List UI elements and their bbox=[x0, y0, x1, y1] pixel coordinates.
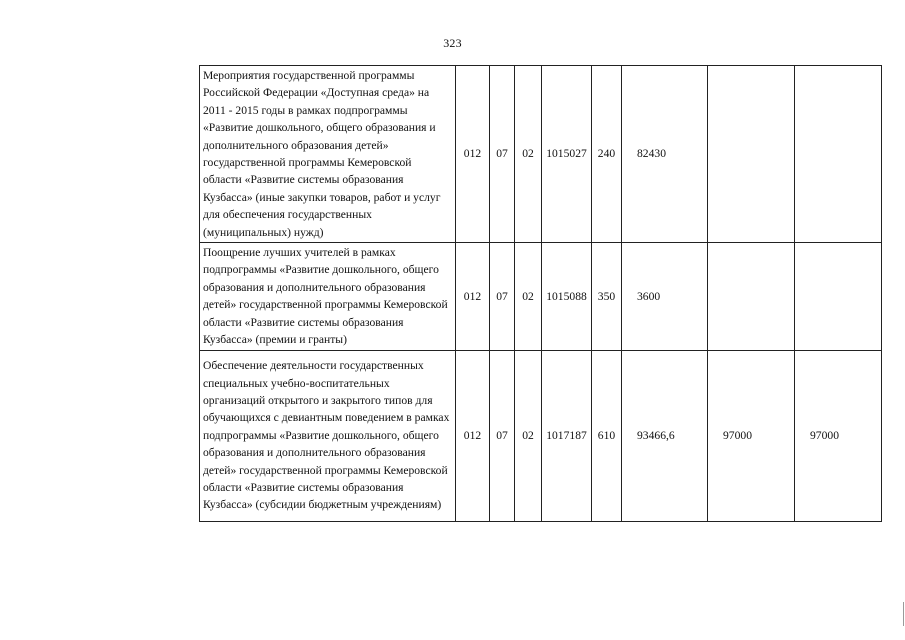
amount-year-1: 3600 bbox=[622, 243, 708, 350]
budget-table bbox=[199, 65, 882, 522]
amount-year-3 bbox=[795, 243, 882, 350]
section-code: 07 bbox=[490, 350, 515, 521]
table-row bbox=[200, 66, 882, 243]
page-number: 323 bbox=[443, 36, 462, 50]
target-article-code: 1015088 bbox=[542, 243, 592, 350]
ministry-code: 012 bbox=[456, 350, 490, 521]
ministry-code: 012 bbox=[456, 243, 490, 350]
subsection-code: 02 bbox=[515, 350, 542, 521]
amount-year-1: 93466,6 bbox=[622, 350, 708, 521]
amount-year-3 bbox=[795, 66, 882, 243]
row-description: Мероприятия государственной программы Российской Федерации «Доступная среда» на 2011 - 2015 годы в рамках подпрограммы «Развитие дошкольного, общего образования и дополнительного образования детей» государственной программы Кемеровской области «Развитие системы образования Кузбасса» (иные закупки товаров, работ и услуг для обеспечения государственных (муниципальных) нужд) bbox=[200, 66, 456, 243]
expense-type-code: 610 bbox=[592, 350, 622, 521]
scan-edge-mark bbox=[903, 602, 904, 626]
amount-year-2: 97000 bbox=[708, 350, 795, 521]
amount-year-2 bbox=[708, 66, 795, 243]
amount-year-1: 82430 bbox=[622, 66, 708, 243]
subsection-code: 02 bbox=[515, 243, 542, 350]
ministry-code: 012 bbox=[456, 66, 490, 243]
row-description: Обеспечение деятельности государственных специальных учебно-воспитательных организаций открытого и закрытого типов для обучающихся с девиантным поведением в рамках подпрограммы «Развитие дошкольного, общего образования и дополнительного образования детей» государственной программы Кемеровской области «Развитие системы образования Кузбасса» (субсидии бюджетным учреждениям) bbox=[200, 350, 456, 521]
target-article-code: 1015027 bbox=[542, 66, 592, 243]
amount-year-2 bbox=[708, 243, 795, 350]
section-code: 07 bbox=[490, 66, 515, 243]
section-code: 07 bbox=[490, 243, 515, 350]
target-article-code: 1017187 bbox=[542, 350, 592, 521]
expense-type-code: 350 bbox=[592, 243, 622, 350]
row-description: Поощрение лучших учителей в рамках подпрограммы «Развитие дошкольного, общего образования и дополнительного образования детей» государственной программы Кемеровской области «Развитие системы образования Кузбасса» (премии и гранты) bbox=[200, 243, 456, 350]
table-row bbox=[200, 243, 882, 350]
subsection-code: 02 bbox=[515, 66, 542, 243]
expense-type-code: 240 bbox=[592, 66, 622, 243]
table-row bbox=[200, 350, 882, 521]
amount-year-3: 97000 bbox=[795, 350, 882, 521]
